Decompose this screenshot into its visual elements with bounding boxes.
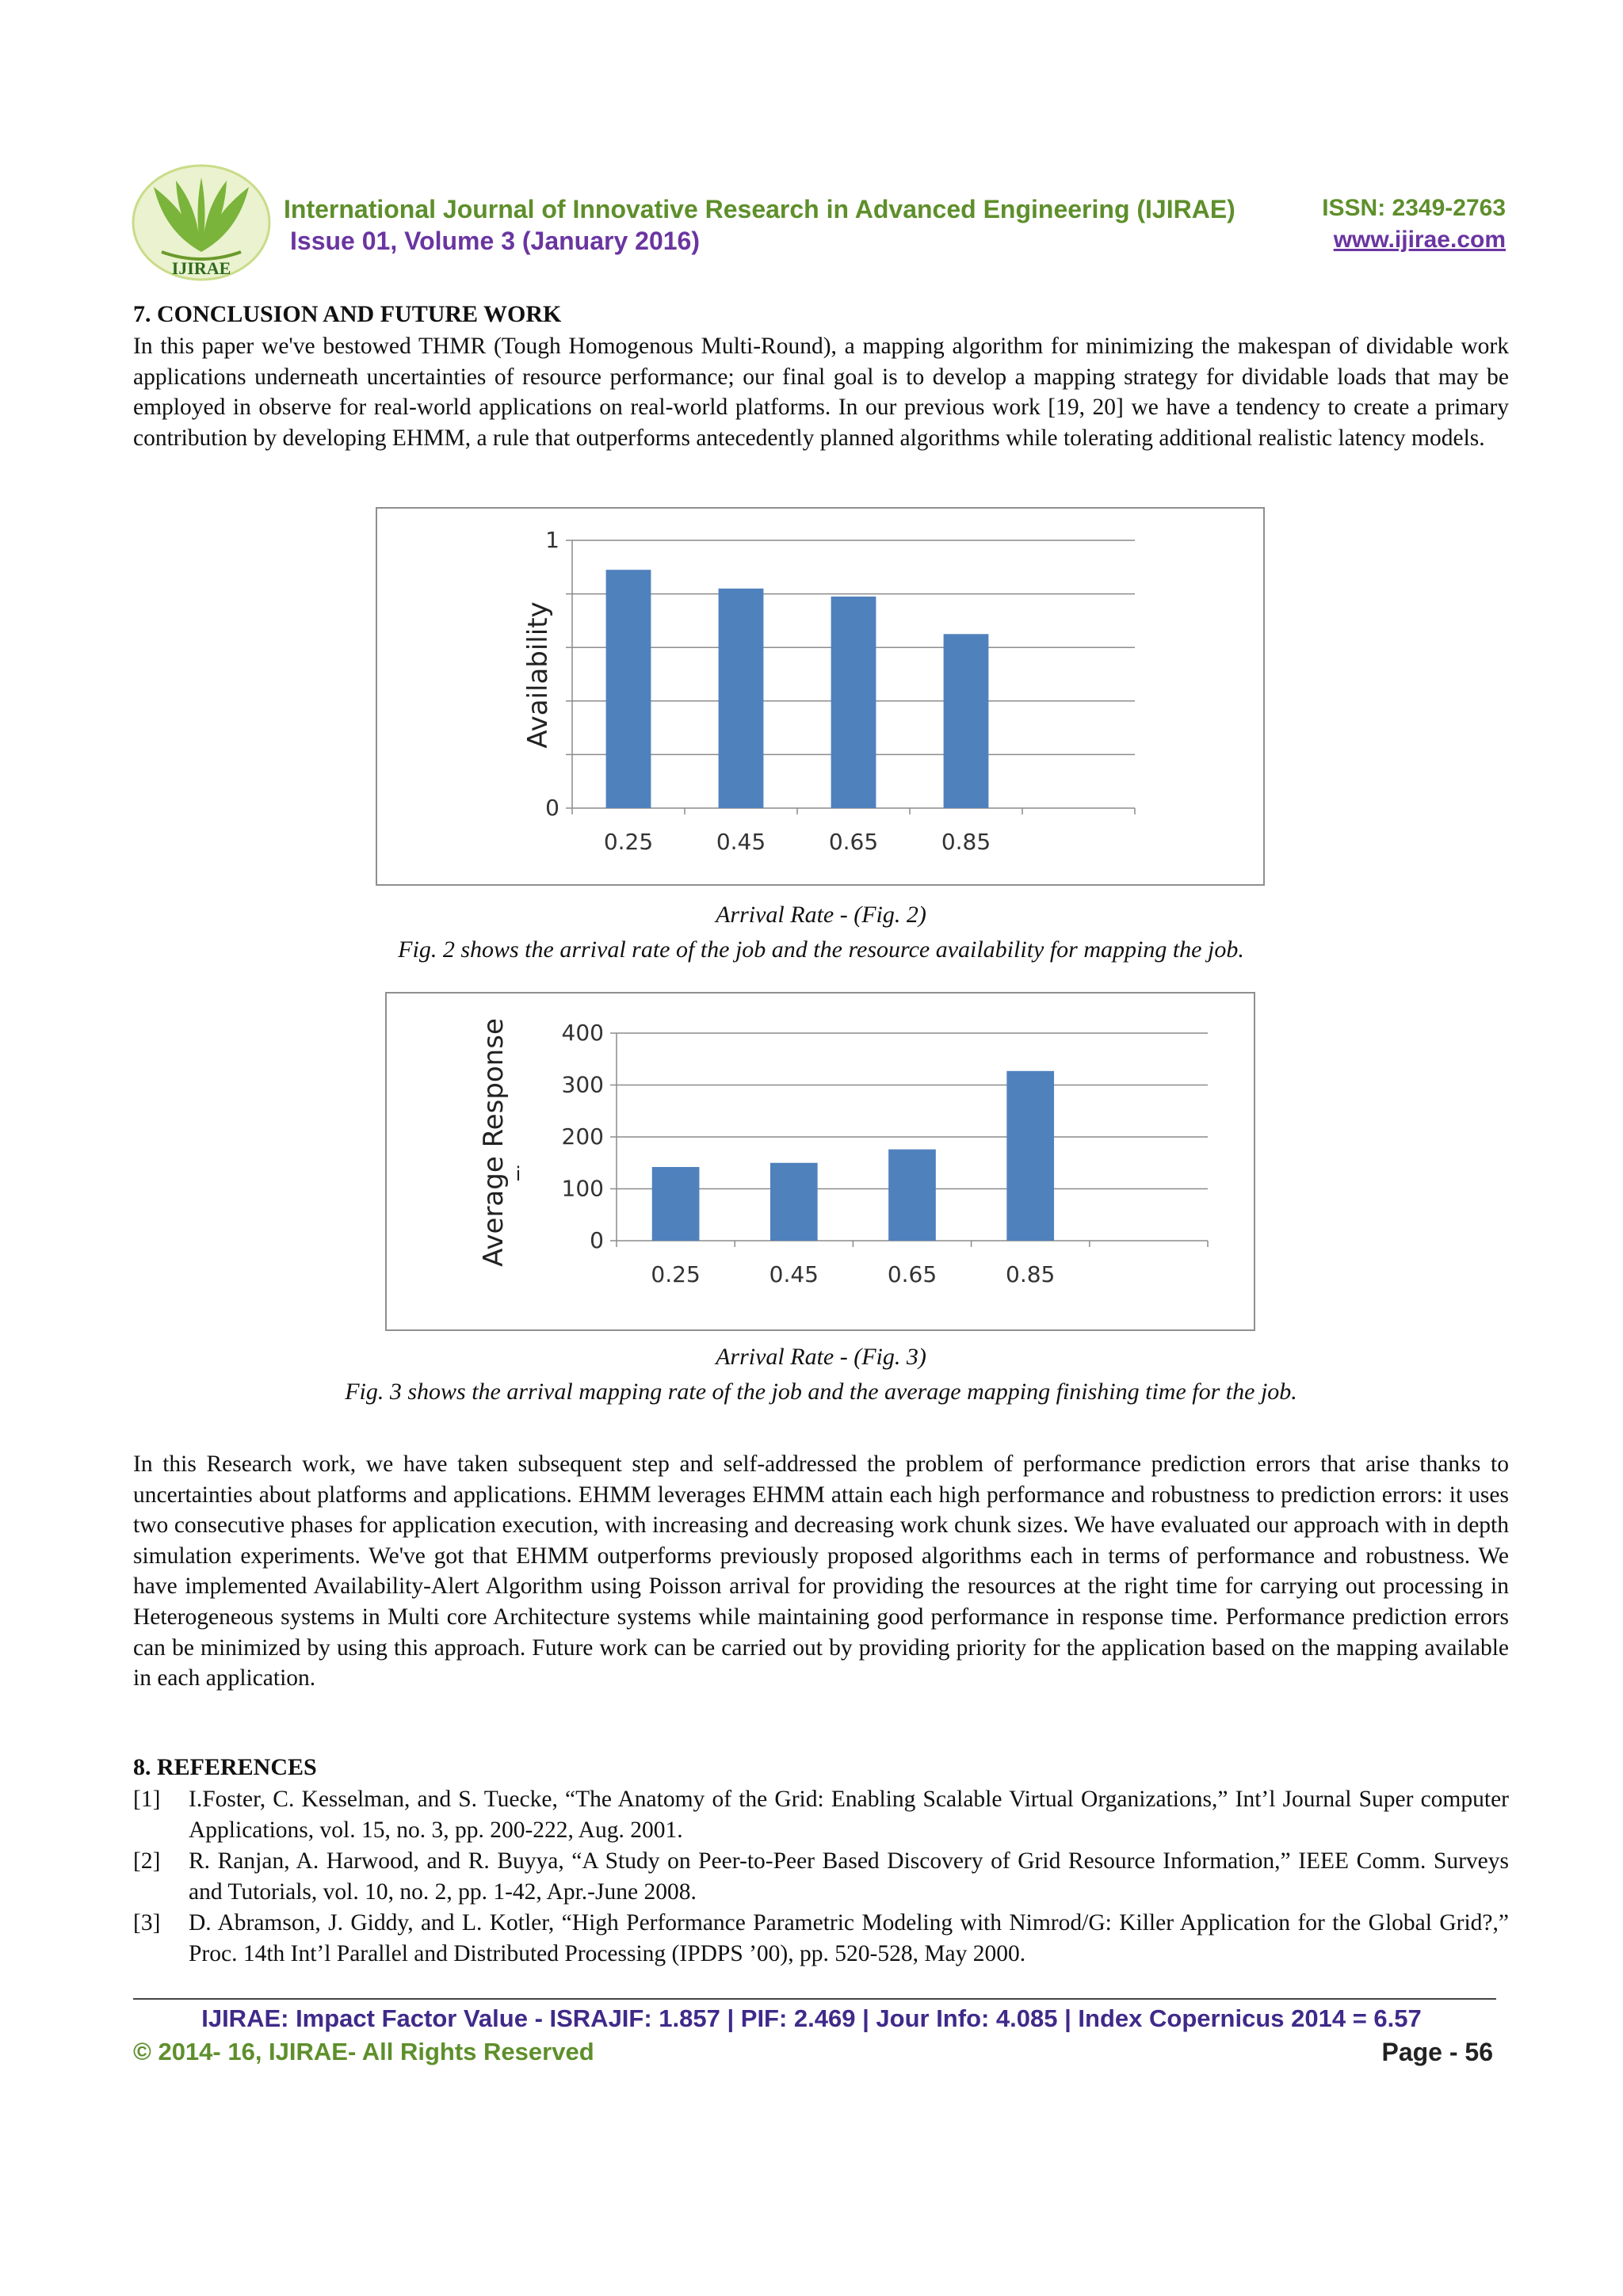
bar — [606, 570, 651, 808]
bar — [944, 634, 989, 808]
issn: ISSN: 2349-2763 — [1322, 195, 1506, 221]
reference-item — [133, 1846, 1509, 1907]
availability-bar-chart — [377, 509, 1263, 884]
y-tick-label: 300 — [561, 1071, 604, 1098]
x-tick-label: 0.85 — [941, 829, 991, 855]
logo-graphic — [130, 163, 276, 282]
figure-2-chart-frame — [376, 507, 1265, 886]
bar — [719, 589, 764, 808]
conclusion-paragraph-1: In this paper we've bestowed THMR (Tough Homogenous Multi-Round), a mapping algorithm for minimizing the makespan of dividable work applications underneath uncertainties of resource performance; our final goal is to develop a mapping strategy for dividable loads that may be employed in observe for real-world applications on real-world platforms. In our previous work [19, 20] we have a tendency to create a primary contribution by developing EHMM, a rule that outperforms antecedently planned algorithms while tolerating additional realistic latency models. — [133, 334, 1509, 451]
footer-impact-factor: IJIRAE: Impact Factor Value - ISRAJIF: 1.857 | PIF: 2.469 | Jour Info: 4.085 | Index Copernicus 2014 = 6.57 — [201, 2004, 1422, 2032]
x-tick-label: 0.25 — [651, 1261, 701, 1287]
reference-text: I.Foster, C. Kesselman, and S. Tuecke, “The Anatomy of the Grid: Enabling Scalable Virtual Organizations,” Int’l Journal Super computer Applications, vol. 15, no. 3, pp. 200-222, Aug. 2001. — [189, 1787, 1509, 1843]
y-axis-label: Availability — [522, 601, 554, 749]
journal-logo — [130, 163, 276, 282]
footer-copyright: © 2014- 16, IJIRAE- All Rights Reserved — [133, 2038, 594, 2065]
y-tick-label: 400 — [561, 1020, 604, 1046]
footer-divider — [133, 1998, 1496, 2000]
y-tick-label: 0 — [545, 795, 559, 821]
issue-info: Issue 01, Volume 3 (January 2016) — [290, 227, 700, 255]
journal-website-link[interactable]: www.ijirae.com — [1333, 227, 1506, 253]
y-tick-label: 0 — [590, 1227, 604, 1253]
reference-item — [133, 1784, 1509, 1845]
logo-text: IJIRAE — [171, 258, 231, 278]
figure-3-chart-frame — [385, 992, 1255, 1331]
conclusion-paragraph-2: In this Research work, we have taken subsequent step and self-addressed the problem of performance prediction errors that arise thanks to uncertainties about platforms and applications. EHMM leverages EHMM attain each high performance and robustness to prediction errors: it uses two consecutive phases for application execution, with increasing and decreasing work chunk sizes. We have evaluated our approach with in depth simulation experiments. We've got that EHMM outperforms previously proposed algorithms each in terms of performance and robustness. We have implemented Availability-Alert Algorithm using Poisson arrival for providing the resources at the right time for carrying out processing in Heterogeneous systems in Multi core Architecture systems while maintaining good performance in response time. Performance prediction errors can be minimized by using this approach. Future work can be carried out by providing priority for the application based on the mapping available in each application. — [133, 1451, 1509, 1691]
reference-number: [2] — [133, 1848, 161, 1874]
figure-2-label: Arrival Rate - (Fig. 2) — [716, 902, 926, 928]
y-axis-label: Average Response — [478, 1018, 510, 1267]
page-number: Page - 56 — [1381, 2038, 1493, 2066]
bar — [770, 1163, 818, 1241]
page-header — [127, 158, 1506, 285]
reference-text: R. Ranjan, A. Harwood, and R. Buyya, “A Study on Peer-to-Peer Based Discovery of Grid Resource Information,” IEEE Comm. Surveys and Tutorials, vol. 10, no. 2, pp. 1-42, Apr.-June 2008. — [189, 1848, 1509, 1905]
bar — [1006, 1071, 1054, 1241]
y-tick-label: 1 — [545, 527, 559, 553]
reference-number: [1] — [133, 1787, 161, 1812]
y-tick-label: 100 — [561, 1175, 604, 1202]
x-tick-label: 0.85 — [1006, 1261, 1056, 1287]
x-tick-label: 0.65 — [887, 1261, 938, 1287]
bar — [652, 1167, 700, 1241]
x-tick-label: 0.25 — [603, 829, 654, 855]
journal-title: International Journal of Innovative Research in Advanced Engineering (IJIRAE) — [284, 195, 1235, 223]
y-tick-label: 200 — [561, 1123, 604, 1150]
x-tick-label: 0.45 — [716, 829, 766, 855]
bar — [888, 1150, 936, 1241]
section-heading-references: 8. REFERENCES — [133, 1754, 317, 1780]
response-bar-chart — [387, 994, 1254, 1329]
x-tick-label: 0.45 — [769, 1261, 819, 1287]
reference-item — [133, 1908, 1509, 1969]
section-heading-conclusion: 7. CONCLUSION AND FUTURE WORK — [133, 301, 562, 327]
reference-number: [3] — [133, 1910, 161, 1936]
x-tick-label: 0.65 — [828, 829, 879, 855]
bar — [831, 597, 876, 808]
figure-3-label: Arrival Rate - (Fig. 3) — [716, 1344, 926, 1370]
figure-2-caption: Fig. 2 shows the arrival rate of the job and the resource availability for mapping the job. — [398, 936, 1244, 963]
figure-3-caption: Fig. 3 shows the arrival mapping rate of the job and the average mapping finishing time for the job. — [345, 1379, 1297, 1405]
y-axis-label-extra: i — [515, 1163, 521, 1185]
reference-text: D. Abramson, J. Giddy, and L. Kotler, “High Performance Parametric Modeling with Nimrod/G: Killer Application for the Global Grid?,” Proc. 14th Int’l Parallel and Distributed Processing (IPDPS ’00), pp. 520-528, May 2000. — [189, 1910, 1509, 1966]
